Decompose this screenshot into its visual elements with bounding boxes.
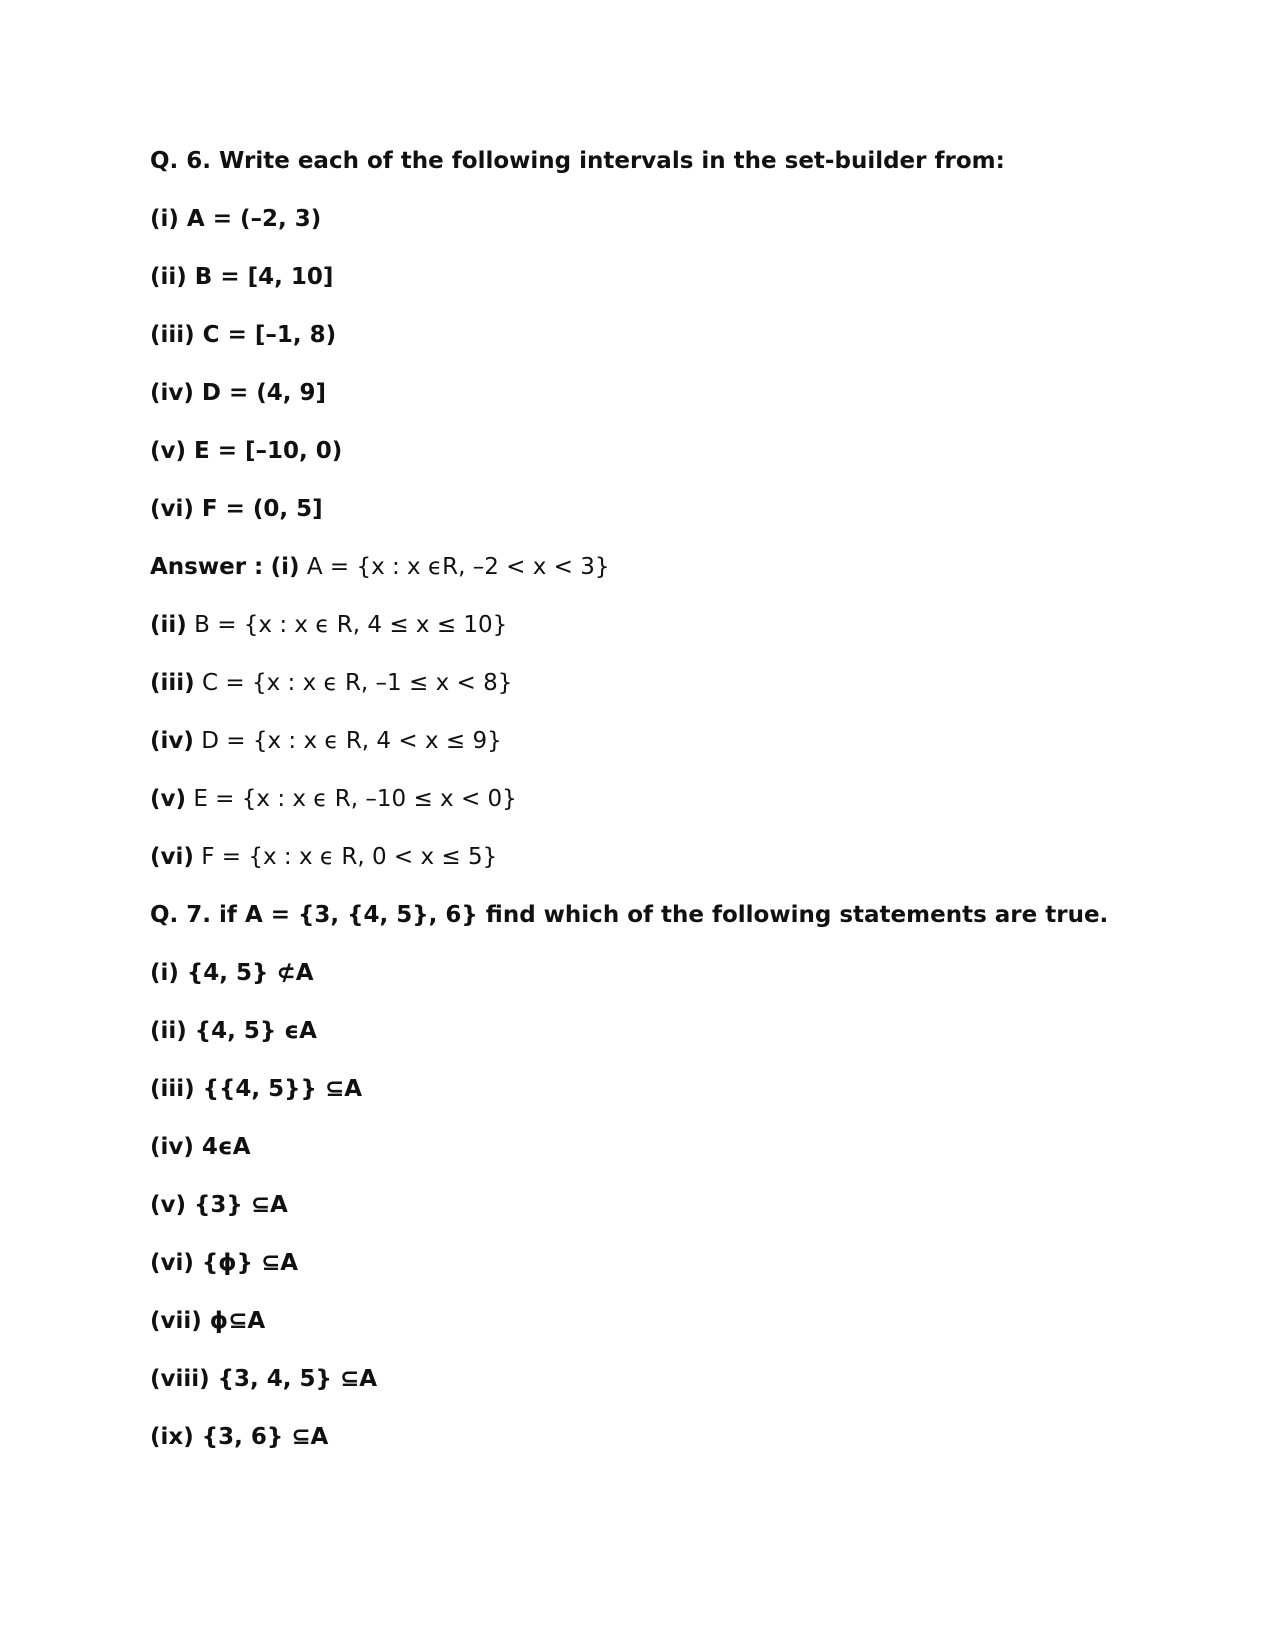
q6-item-v: (v) E = [–10, 0) <box>150 438 343 464</box>
answer-num-iv: (iv) <box>150 728 194 754</box>
answer-num-i: (i) <box>270 554 300 580</box>
answer-label: Answer : <box>150 554 264 580</box>
q6-item-i: (i) A = (–2, 3) <box>150 206 322 232</box>
q7-item-iii: (iii) {{4, 5}} ⊆A <box>150 1076 363 1102</box>
q7-item-iv: (iv) 4ϵA <box>150 1134 251 1160</box>
answer-line-v <box>150 780 1200 838</box>
q6-item-vi: (vi) F = (0, 5] <box>150 496 323 522</box>
answer-num-ii: (ii) <box>150 612 187 638</box>
q7-item-vii: (vii) ϕ⊆A <box>150 1308 266 1334</box>
q7-item-v: (v) {3} ⊆A <box>150 1192 288 1218</box>
q6-item-iv: (iv) D = (4, 9] <box>150 380 327 406</box>
q7-item-ii: (ii) {4, 5} ϵA <box>150 1018 317 1044</box>
question-6-heading: Q. 6. Write each of the following intervals in the set-builder from: <box>150 148 1005 174</box>
q6-item-iii: (iii) C = [–1, 8) <box>150 322 337 348</box>
q6-item-ii: (ii) B = [4, 10] <box>150 264 334 290</box>
answer-text-iii: C = {x : x ϵ R, –1 ≤ x < 8} <box>202 670 513 696</box>
question-7-heading: Q. 7. if A = {3, {4, 5}, 6} find which of the following statements are true. <box>150 902 1109 928</box>
q7-item-vi: (vi) {ϕ} ⊆A <box>150 1250 299 1276</box>
answer-line-iv <box>150 722 1200 780</box>
answer-num-v: (v) <box>150 786 187 812</box>
answer-num-vi: (vi) <box>150 844 194 870</box>
answer-text-vi: F = {x : x ϵ R, 0 < x ≤ 5} <box>201 844 498 870</box>
answer-line-i <box>150 548 1200 606</box>
answer-num-iii: (iii) <box>150 670 195 696</box>
answer-text-ii: B = {x : x ϵ R, 4 ≤ x ≤ 10} <box>194 612 508 638</box>
q7-item-i: (i) {4, 5} ⊄A <box>150 960 314 986</box>
answer-line-vi <box>150 838 1200 896</box>
q7-item-ix: (ix) {3, 6} ⊆A <box>150 1424 329 1450</box>
answer-text-i: A = {x : x ϵR, –2 < x < 3} <box>306 554 610 580</box>
answer-line-iii <box>150 664 1200 722</box>
answer-text-iv: D = {x : x ϵ R, 4 < x ≤ 9} <box>201 728 502 754</box>
q7-item-viii: (viii) {3, 4, 5} ⊆A <box>150 1366 378 1392</box>
answer-line-ii <box>150 606 1200 664</box>
answer-text-v: E = {x : x ϵ R, –10 ≤ x < 0} <box>193 786 517 812</box>
document-page <box>150 142 1200 1476</box>
